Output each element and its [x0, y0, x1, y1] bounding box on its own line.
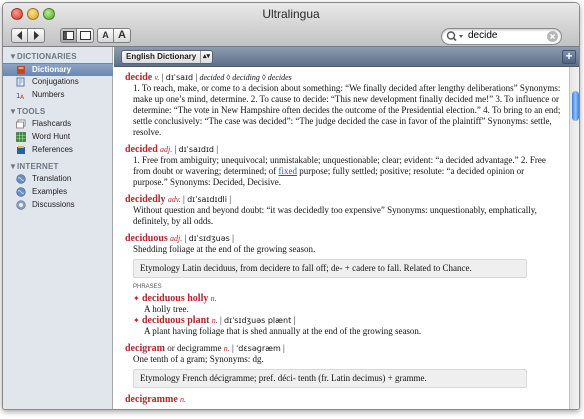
section-dictionaries[interactable]: ▼DICTIONARIES	[9, 52, 77, 61]
pronunciation: dɪˈsɪdʒuəs plænt	[224, 316, 292, 325]
headword[interactable]: decidedly	[125, 194, 166, 205]
pronunciation: dɪˈsɪdʒuəs	[188, 234, 230, 243]
globe-icon	[16, 187, 26, 197]
scroll-thumb[interactable]	[572, 91, 579, 121]
toggle-sidebar-button[interactable]	[60, 28, 77, 43]
pronunciation: dɪˈsaɪdɪd	[178, 145, 214, 154]
back-arrow-icon	[16, 31, 24, 40]
sidebar-item-discussions[interactable]: Discussions	[3, 199, 113, 212]
back-button[interactable]	[11, 28, 28, 43]
definition: 1. To reach, make, or come to a decision about something: “We finally decided after lengthy deliberations” Synonyms: make up one’s mind, determine. 2. To cause to decide: “This new development finally decided me!” 3. To influence or determine: “The vote in New Hampshire often decides the outcome of the Presidential election.” 4. To bring to an end; settle conclusively: “The case was decided”: “The judge decided the case in favor of the plaintiff” Synonyms: settle, resolve.	[133, 83, 561, 137]
entries-view	[114, 67, 569, 410]
entry-decigram: decigram or decigramme n. | ˈdɛsəɡræm | One tenth of a gram; Synonyms: dg. Etymology French décigramme; pref. déci- tenth (fr. Latin decimus) + gramme.	[125, 343, 561, 388]
references-icon	[16, 145, 26, 155]
definition: Shedding foliage at the end of the growing season.	[133, 244, 316, 254]
vertical-scrollbar[interactable]	[569, 67, 580, 410]
part-of-speech: n.	[180, 395, 187, 404]
search-field[interactable]	[441, 28, 562, 45]
forward-button[interactable]	[28, 28, 45, 43]
discussion-icon	[16, 200, 26, 210]
etymology-box: Etymology Latin deciduus, from decidere to fall off; de- + cadere to fall. Related to Chance.	[133, 259, 527, 278]
section-tools[interactable]: ▼TOOLS	[9, 107, 46, 116]
svg-text:A: A	[20, 94, 25, 100]
book-icon	[16, 65, 26, 75]
phrase-definition: A plant having foliage that is shed annually at the end of the growing season.	[144, 326, 422, 336]
word-hunt-icon	[16, 132, 26, 142]
phrase-item	[125, 293, 561, 304]
sidebar	[3, 47, 113, 410]
sidebar-item-translation[interactable]: Translation	[3, 173, 113, 186]
part-of-speech: v.	[154, 73, 160, 82]
phrase-headword[interactable]: deciduous plant	[141, 315, 210, 326]
entry-decide: decide v. | dɪˈsaɪd | decided ◊ deciding ◊ decides 1. To reach, make, or come to a decision about something: “We finally decided after lengthy deliberations” Synonyms: make up one’s mind, determine. 2. To cause to decide: “This new development finally decided me!” 3. To influence or determine: “The vote in New Hampshire often decides the outcome of the Presidential election.” 4. To bring to an end; settle conclusively: “The case was decided”: “The judge decided the case in favor of the plaintiff” Synonyms: settle, resolve.	[125, 72, 561, 137]
content-pane	[114, 47, 580, 410]
inflections: decided ◊ deciding ◊ decides	[199, 73, 292, 82]
clear-search-icon[interactable]	[547, 31, 558, 42]
part-of-speech: adj.	[170, 234, 183, 243]
updown-arrows-icon: ▴▾	[200, 51, 210, 63]
sidebar-item-references[interactable]: References	[3, 144, 113, 157]
titlebar	[3, 3, 579, 47]
sidebar-item-examples[interactable]: Examples	[3, 186, 113, 199]
svg-text:1: 1	[16, 92, 21, 100]
window-icon	[80, 31, 91, 40]
headword[interactable]: decigramme	[125, 394, 178, 405]
window-title: Ultralingua	[262, 7, 320, 21]
definition: 1. Free from ambiguity; unequivocal; unmistakable; unquestionable; clear; evident: “a decided advantage.” 2. Free from doubt or wavering; determined; of fixed purpose; fully settled; positive; resolute: “a decided opinion or purpose.” Synonyms: Decided, Decisive.	[133, 155, 546, 187]
smaller-font-button[interactable]: A	[97, 28, 114, 43]
flashcards-icon	[16, 119, 26, 129]
part-of-speech: adj.	[160, 145, 173, 154]
phrase-headword[interactable]: deciduous holly	[141, 293, 209, 304]
pronunciation: dɪˈsaɪd	[165, 73, 194, 82]
phrase-definition: A holly tree.	[144, 304, 189, 314]
phrases-heading: PHRASES	[133, 284, 162, 290]
part-of-speech: adv.	[167, 195, 181, 204]
entry-deciduous: deciduous adj. | dɪˈsɪdʒuəs | Shedding foliage at the end of the growing season. Etymology Latin deciduus, from decidere to fall off; de- + cadere to fall. Related to Chance. PHRASES ✦ deciduous holly n. A holly tree. ✦ deciduous plant n. | dɪˈsɪdʒuəs plænt | A plant having foliage that is shed annually at the end of the growing season.	[125, 233, 561, 337]
headword[interactable]: decided	[125, 144, 158, 155]
definition: One tenth of a gram; Synonyms: dg.	[133, 354, 264, 364]
forward-arrow-icon	[32, 31, 40, 40]
sidebar-item-conjugations[interactable]: Conjugations	[3, 76, 113, 89]
sidebar-item-numbers[interactable]: 1 A Numbers	[16, 90, 65, 100]
headword[interactable]: decide	[125, 72, 153, 83]
conjugation-icon	[16, 77, 26, 87]
sidebar-item-dictionary[interactable]: Dictionary	[3, 63, 113, 76]
content-toolbar	[114, 47, 580, 67]
bullet-icon: ✦	[133, 316, 140, 325]
headword[interactable]: deciduous	[125, 233, 168, 244]
search-icon	[446, 30, 466, 43]
entry-decidedly: decidedly adv. | dɪˈsaɪdɪdli | Without question and beyond doubt: “it was decidedly too expensive” Synonyms: unquestionably, emphatically, definitely, by all odds.	[125, 194, 561, 227]
app-window	[2, 2, 580, 410]
add-button[interactable]: +	[562, 50, 576, 64]
larger-font-button[interactable]: A	[114, 28, 131, 43]
etymology-box: Etymology French décigramme; pref. déci- tenth (fr. Latin decimus) + gramme.	[133, 369, 527, 388]
part-of-speech: n.	[211, 316, 218, 325]
pronunciation: ˈdɛsəɡræm	[236, 344, 281, 353]
pronunciation: dɪˈsaɪdɪdli	[187, 195, 227, 204]
globe-icon	[16, 174, 26, 184]
numbers-icon	[16, 90, 26, 100]
sidebar-item-word-hunt[interactable]: Word Hunt	[3, 131, 113, 144]
bullet-icon: ✦	[133, 294, 140, 303]
part-of-speech: n.	[210, 294, 217, 303]
sidebar-icon	[63, 31, 74, 40]
search-input[interactable]: decide	[468, 30, 498, 41]
phrase-item: ✦ deciduous plant n. | dɪˈsɪdʒuəs plænt |	[133, 315, 296, 326]
entry-decided: decided adj. | dɪˈsaɪdɪd | 1. Free from ambiguity; unequivocal; unmistakable; unquestionable; clear; evident: “a decided advantage.” 2. Free from doubt or wavering; determined; of fixed purpose; fully settled; positive; resolute: “a decided opinion or purpose.” Synonyms: Decided, Decisive.	[125, 144, 561, 188]
part-of-speech: n.	[223, 344, 230, 353]
entry-decigramme	[125, 394, 561, 405]
section-internet[interactable]: ▼INTERNET	[9, 162, 59, 171]
single-pane-button[interactable]	[77, 28, 94, 43]
variant: or decigramme	[165, 343, 222, 353]
sidebar-item-flashcards[interactable]: Flashcards	[3, 118, 113, 131]
word-link[interactable]: fixed	[278, 166, 297, 176]
definition: Without question and beyond doubt: “it was decidedly too expensive” Synonyms: unquestionably, emphatically, definitely, by all odds.	[133, 205, 537, 226]
dictionary-select[interactable]: English Dictionary ▴▾	[121, 50, 213, 64]
headword[interactable]: decigram	[125, 343, 165, 354]
